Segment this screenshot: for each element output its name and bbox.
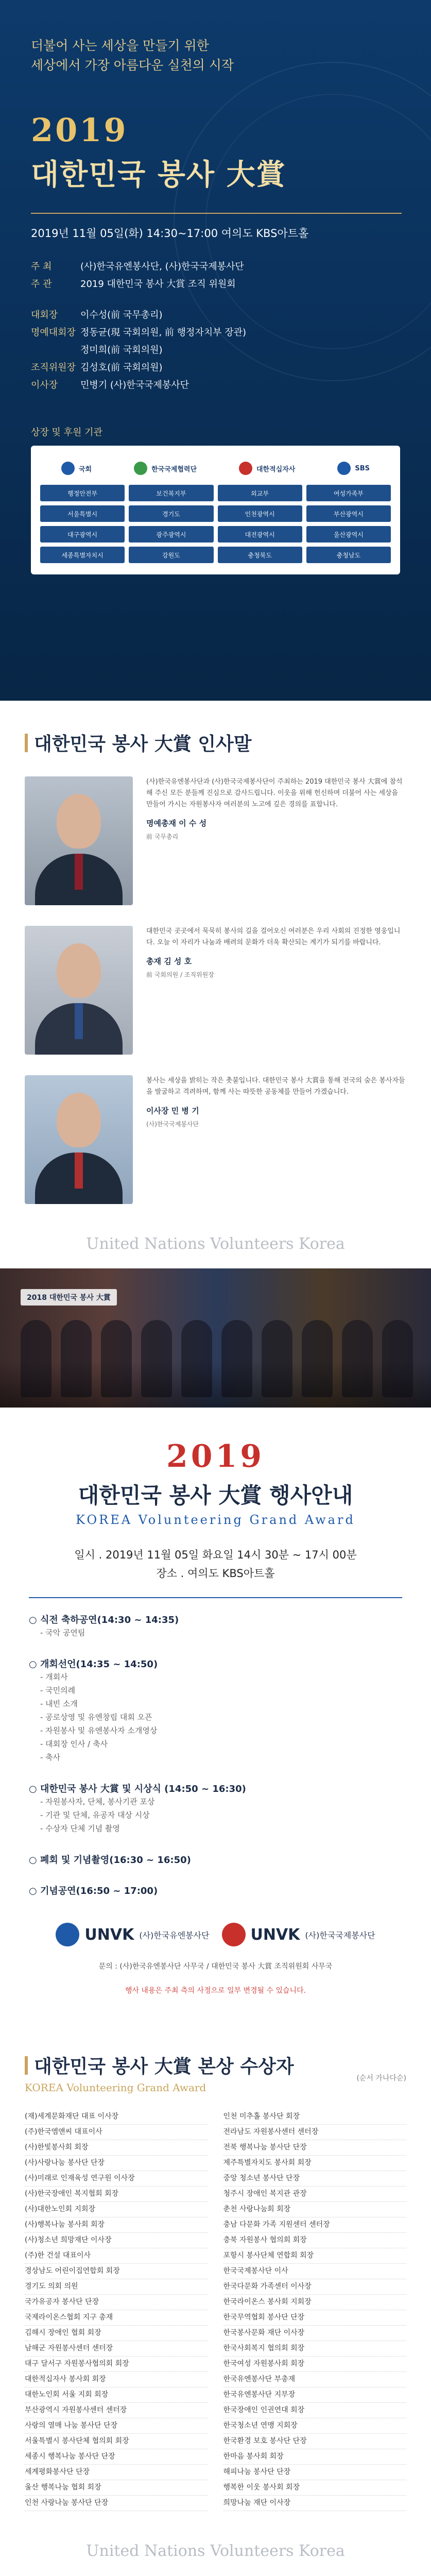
- un-volunteers-mark: United Nations Volunteers Korea: [86, 1235, 345, 1253]
- greeting-person: [25, 926, 406, 1055]
- program-item: [29, 1884, 402, 1897]
- greeting-person: [25, 1075, 406, 1204]
- hero-datetime: 2019년 11월 05일(화) 14:30~17:00 여의도 KBS아트홀: [31, 227, 309, 240]
- hero-info-key: 주 관: [31, 279, 52, 290]
- awardee-item: 서울특별시 봉사단체 협의회 회장: [25, 2434, 208, 2449]
- awardee-item: 한국무역협회 봉사단 단장: [223, 2310, 407, 2326]
- program-item-detail: - 기관 및 단체, 유공자 대상 시상: [40, 1810, 150, 1820]
- awardee-item: (사)대한노인회 지회장: [25, 2202, 208, 2217]
- program-item-detail: - 내빈 소개: [40, 1699, 78, 1708]
- program-item-detail: - 국민의례: [40, 1686, 76, 1695]
- greeting-role: (사)한국국제봉사단: [146, 1121, 199, 1128]
- program-item-detail: - 자원봉사 및 유엔봉사자 소개영상: [40, 1726, 158, 1735]
- organizer-logos: [29, 1923, 402, 1946]
- hero-title: 대한민국 봉사 大賞: [31, 158, 286, 192]
- unvk-logo-icon: [56, 1923, 79, 1946]
- program-item-title: ○ 기념공연(16:50 ~ 17:00): [29, 1886, 158, 1896]
- sponsor-chip-grid: [40, 485, 391, 563]
- organizer-abbr: UNVK: [250, 1925, 300, 1944]
- program-item: [29, 1657, 402, 1764]
- awardee-item: 한국장애인 인권연대 회장: [223, 2403, 407, 2418]
- awards-note: (순서 가나다순): [356, 2074, 406, 2082]
- person-photo: [25, 1075, 133, 1204]
- sponsor-chip: 행정안전부: [40, 485, 125, 501]
- program-item-detail: - 공로상영 및 유엔창립 대회 오픈: [40, 1713, 152, 1722]
- committee-name: 민병기 (사)한국국제봉사단: [80, 380, 189, 391]
- awardee-item: 해피나눔 봉사단 단장: [223, 2465, 407, 2480]
- awardee-item: 한국사회복지 협의회 회장: [223, 2341, 407, 2357]
- committee-name: 김성호(前 국회의원): [80, 362, 163, 373]
- program-item-detail: - 국악 공연팀: [40, 1628, 85, 1637]
- sponsor-chip: 충청북도: [218, 547, 302, 563]
- awardee-item: 인천 미추홀 봉사단 회장: [223, 2109, 407, 2125]
- ivsk-logo-icon: [222, 1923, 246, 1946]
- greeting-text: 대한민국 곳곳에서 묵묵히 봉사의 길을 걸어오신 여러분은 우리 사회의 진정한 영웅입니다. 오늘 이 자리가 나눔과 배려의 문화가 더욱 확산되는 계기가 되기를 바랍니다.: [146, 927, 401, 946]
- awardee-item: 한국라이온스 봉사회 지회장: [223, 2295, 407, 2310]
- photo-head: [57, 943, 101, 998]
- person-bio: [146, 1075, 406, 1129]
- sponsor-chip: 울산광역시: [306, 526, 391, 543]
- awardee-item: 충북 자원봉사 협의회 회장: [223, 2233, 407, 2248]
- awardees-section: [0, 2021, 431, 2576]
- awardee-item: 전북 행복나눔 봉사단 단장: [223, 2140, 407, 2156]
- un-volunteers-mark: United Nations Volunteers Korea: [86, 2542, 345, 2560]
- awardee-item: (주)한국엠앤씨 대표이사: [25, 2125, 208, 2140]
- awardee-item: (주)한 건설 대표이사: [25, 2248, 208, 2264]
- greeting-text: (사)한국유엔봉사단과 (사)한국국제봉사단이 주최하는 2019 대한민국 봉사 大賞에 참석해 주신 모든 분들께 진심으로 감사드립니다. 이웃을 위해 헌신하며 더불어 사는 세상을 만들어 가시는 자원봉사자 여러분의 노고에 깊은 경의를 표합니다.: [146, 778, 403, 808]
- greeting-people: [25, 776, 406, 1204]
- sponsor-logo: [239, 462, 295, 475]
- program-item-title: ○ 개회선언(14:35 ~ 14:50): [29, 1659, 158, 1670]
- banner-badge: 2018 대한민국 봉사 大賞: [21, 1289, 117, 1306]
- sponsor-chip: 충청남도: [306, 547, 391, 563]
- organizer-name: (사)한국유엔봉사단: [139, 1930, 210, 1940]
- committee-role: 이사장: [31, 380, 58, 391]
- greeting-section: [0, 701, 431, 1268]
- awardee-column-left: [25, 2109, 208, 2511]
- awards-title: [25, 2052, 406, 2078]
- awardee-item: 인천 사랑나눔 봉사단 단장: [25, 2496, 208, 2511]
- awardee-item: 부산광역시 자원봉사센터 센터장: [25, 2403, 208, 2418]
- person-photo: [25, 926, 133, 1055]
- sponsor-chip: 강원도: [129, 547, 213, 563]
- awardee-item: 김해시 장애인 협회 회장: [25, 2326, 208, 2341]
- event-when: 일시 . 2019년 11월 05일 화요일 14시 30분 ~ 17시 00분: [74, 1549, 357, 1561]
- sponsor-chip: 외교부: [218, 485, 302, 501]
- sponsor-logo: [61, 462, 92, 475]
- sponsor-chip: 보건복지부: [129, 485, 213, 501]
- awardee-item: 제주특별자치도 봉사회 회장: [223, 2156, 407, 2171]
- hero-section: [0, 0, 431, 701]
- awardee-item: 한국유엔봉사단 부총재: [223, 2372, 407, 2387]
- greeting-signature: 총재 김 성 호: [146, 957, 192, 966]
- sponsors-heading: 상장 및 후원 기관: [31, 427, 102, 438]
- awardee-item: 대한노인회 서울 지회 회장: [25, 2387, 208, 2403]
- organizer-logo: [222, 1923, 375, 1946]
- awardee-columns: [25, 2109, 406, 2511]
- committee-role: 대회장: [31, 310, 58, 320]
- awardee-item: 충남 다문화 가족 지원센터 센터장: [223, 2217, 407, 2233]
- awardee-item: (사)한빛봉사회 회장: [25, 2140, 208, 2156]
- awardee-item: 국제라이온스협회 지구 총재: [25, 2310, 208, 2326]
- greeting-signature: 이사장 민 병 기: [146, 1106, 199, 1115]
- event-year: 2019: [166, 1438, 265, 1475]
- sponsors-box: [31, 446, 400, 574]
- awardee-item: 세계평화봉사단 단장: [25, 2465, 208, 2480]
- awardee-item: 중앙 청소년 봉사단 단장: [223, 2171, 407, 2187]
- greeting-title: [25, 730, 406, 756]
- awardee-item: 대구 달서구 자원봉사협의회 회장: [25, 2357, 208, 2372]
- sponsor-chip: 광주광역시: [129, 526, 213, 543]
- program-item: [29, 1853, 402, 1866]
- sbs-logo-icon: [337, 462, 351, 475]
- sponsor-logo-name: 국회: [78, 465, 92, 473]
- greeting-role: 前 국무총리: [146, 833, 179, 840]
- awardee-item: 한국다문화 가족센터 이사장: [223, 2279, 407, 2295]
- sponsor-chip: 경기도: [129, 505, 213, 522]
- sponsor-chip: 세종특별자치시: [40, 547, 125, 563]
- koica-logo-icon: [134, 462, 147, 475]
- committee-name: 정미희(前 국회의원): [80, 345, 163, 355]
- awardee-item: 한국봉사문화 재단 이사장: [223, 2326, 407, 2341]
- program-item-detail: - 축사: [40, 1753, 61, 1762]
- hero-info-value: (사)한국유엔봉사단, (사)한국국제봉사단: [80, 261, 244, 272]
- awardee-item: (사)한국장애인 복지협회 회장: [25, 2187, 208, 2202]
- event-title: 대한민국 봉사 大賞 행사안내: [78, 1483, 353, 1508]
- photo-head: [57, 1093, 101, 1147]
- title-bar: [25, 2056, 28, 2075]
- committee-role: 명예대회장: [31, 327, 76, 338]
- awardee-item: 세종시 행복나눔 봉사단 단장: [25, 2449, 208, 2465]
- awards-title-text: 대한민국 봉사 大賞 본상 수상자: [34, 2056, 294, 2077]
- awardee-item: (재)세계문화재단 대표 이사장: [25, 2109, 208, 2125]
- sponsor-logo-name: 대한적십자사: [256, 465, 296, 473]
- awardee-item: (사)사랑나눔 봉사단 단장: [25, 2156, 208, 2171]
- awardee-item: 울산 행복나눔 협회 회장: [25, 2480, 208, 2496]
- sponsor-logo-name: SBS: [355, 464, 370, 472]
- awardee-item: 경기도 의회 의원: [25, 2279, 208, 2295]
- organizer-name: (사)한국국제봉사단: [305, 1930, 375, 1940]
- person-bio: [146, 776, 406, 842]
- awardee-item: 한마음 봉사회 회장: [223, 2449, 407, 2465]
- person-bio: [146, 926, 406, 980]
- program-item-detail: - 수상자 단체 기념 촬영: [40, 1824, 120, 1833]
- greeting-title-text: 대한민국 봉사 大賞 인사말: [34, 734, 252, 755]
- awardee-item: (사)미래로 인재육성 연구원 이사장: [25, 2171, 208, 2187]
- program-item-detail: - 자원봉사자, 단체, 봉사기관 포상: [40, 1797, 155, 1806]
- awardee-item: (사)청소년 희망재단 이사장: [25, 2233, 208, 2248]
- awardee-item: 한국여성 자원봉사회 회장: [223, 2357, 407, 2372]
- awardee-item: 사랑의 열매 나눔 봉사단 단장: [25, 2418, 208, 2434]
- sponsor-logo-row: [40, 457, 391, 480]
- committee-name: 이수성(前 국무총리): [80, 310, 163, 320]
- photo-tie: [75, 1003, 83, 1039]
- event-where: 장소 . 여의도 KBS아트홀: [156, 1567, 275, 1580]
- photo-head: [57, 794, 101, 849]
- program-item-detail: - 개회사: [40, 1672, 68, 1682]
- awardee-item: 포항시 봉사단체 연합회 회장: [223, 2248, 407, 2264]
- awardee-item: 한국환경 보호 봉사단 단장: [223, 2434, 407, 2449]
- greeting-signature: 명예총재 이 수 성: [146, 819, 207, 828]
- awardee-item: 한국국제봉사단 이사: [223, 2264, 407, 2279]
- hero-year-text: 2019: [31, 111, 128, 149]
- sponsor-chip: 인천광역시: [218, 505, 302, 522]
- redcross-logo-icon: [239, 462, 252, 475]
- assembly-logo-icon: [61, 462, 75, 475]
- ceremony-photo-banner: [0, 1268, 431, 1408]
- program-item-title: ○ 대한민국 봉사 大賞 및 시상식 (14:50 ~ 16:30): [29, 1784, 246, 1794]
- event-when-where: [29, 1546, 402, 1583]
- committee-role: [31, 342, 80, 359]
- title-bar: [25, 734, 28, 752]
- program-item-title: ○ 식전 축하공연(14:30 ~ 14:35): [29, 1615, 179, 1625]
- awardee-item: 청주시 장애인 복지관 관장: [223, 2187, 407, 2202]
- committee-role: 조직위원장: [31, 362, 76, 373]
- hero-tagline-line-2: 세상에서 가장 아름다운 실천의 시작: [31, 58, 234, 73]
- event-notice: 행사 내용은 주최 측의 사정으로 일부 변경될 수 있습니다.: [125, 1987, 306, 1995]
- sponsor-chip: 대전광역시: [218, 526, 302, 543]
- awards-subtitle: KOREA Volunteering Grand Award: [25, 2081, 206, 2094]
- organizer-logo: [56, 1923, 209, 1946]
- awardee-item: (사)행복나눔 봉사회 회장: [25, 2217, 208, 2233]
- awardee-item: 국가유공자 봉사단 단장: [25, 2295, 208, 2310]
- event-info-section: [0, 1408, 431, 2021]
- sponsor-logo: [337, 462, 370, 475]
- awardee-item: 한국유엔봉사단 지부장: [223, 2387, 407, 2403]
- program-item: [29, 1782, 402, 1835]
- hero-tagline-line-1: 더불어 사는 세상을 만들기 위한: [31, 38, 209, 53]
- awardee-item: 행복한 이웃 봉사회 회장: [223, 2480, 407, 2496]
- awardee-item: 춘천 사랑나눔회 회장: [223, 2202, 407, 2217]
- sponsor-chip: 부산광역시: [306, 505, 391, 522]
- event-divider: [29, 1597, 402, 1598]
- sponsor-chip: 서울특별시: [40, 505, 125, 522]
- awardee-item: 대한적십자사 봉사회 회장: [25, 2372, 208, 2387]
- committee-name: 정동균(現 국회의원, 前 행정자치부 장관): [80, 327, 247, 338]
- sponsor-logo: [134, 462, 197, 475]
- greeting-role: 前 국회의원 / 조직위원장: [146, 971, 214, 978]
- photo-tie: [75, 1153, 83, 1189]
- awardee-item: 경상남도 어린이집연합회 회장: [25, 2264, 208, 2279]
- program-item-detail: - 대회장 인사 / 축사: [40, 1739, 108, 1749]
- person-photo: [25, 776, 133, 905]
- greeting-person: [25, 776, 406, 905]
- hero-info-key: 주 최: [31, 261, 52, 272]
- awardee-column-right: [223, 2109, 407, 2511]
- banner-shade: [0, 1361, 431, 1408]
- awardee-item: 한국청소년 연맹 지회장: [223, 2418, 407, 2434]
- awardee-item: 남해군 자원봉사센터 센터장: [25, 2341, 208, 2357]
- program-item: [29, 1613, 402, 1639]
- awardee-item: 희망나눔 재단 이사장: [223, 2496, 407, 2511]
- event-program: [29, 1613, 402, 1897]
- program-item-title: ○ 폐회 및 기념촬영(16:30 ~ 16:50): [29, 1855, 191, 1866]
- photo-tie: [75, 854, 83, 890]
- sponsor-logo-name: 한국국제협력단: [151, 465, 197, 473]
- awardee-item: 전라남도 자원봉사센터 센터장: [223, 2125, 407, 2140]
- organizer-abbr: UNVK: [84, 1925, 134, 1944]
- sponsor-chip: 여성가족부: [306, 485, 391, 501]
- greeting-text: 봉사는 세상을 밝히는 작은 촛불입니다. 대한민국 봉사 大賞을 통해 전국의 숨은 봉사자들을 발굴하고 격려하며, 함께 사는 따뜻한 공동체를 만들어 가겠습니다.: [146, 1077, 405, 1096]
- sponsor-chip: 대구광역시: [40, 526, 125, 543]
- event-contact: 문의 : (사)한국유엔봉사단 사무국 / 대한민국 봉사 大賞 조직위원회 사무국: [98, 1962, 333, 1971]
- event-subtitle: KOREA Volunteering Grand Award: [76, 1513, 355, 1527]
- hero-info-value: 2019 대한민국 봉사 大賞 조직 위원회: [80, 279, 236, 290]
